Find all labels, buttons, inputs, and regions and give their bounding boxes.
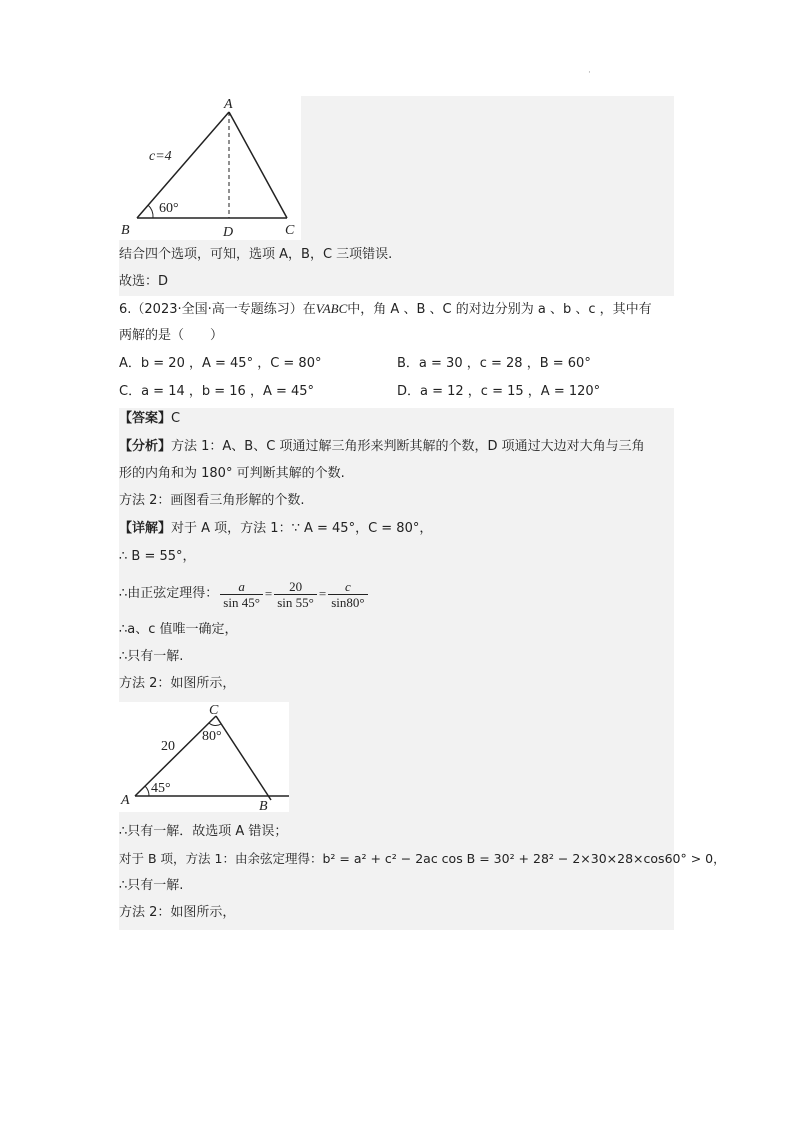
conclusion-line: 结合四个选项，可知，选项 A，B，C 三项错误.: [119, 247, 393, 262]
fig2-label-A: A: [121, 793, 130, 808]
answer-value: C: [171, 411, 181, 426]
shaded-block-top-text: [119, 236, 674, 296]
answer-label: 【答案】: [119, 411, 172, 426]
option-b: B．a = 30 ，c = 28 ，B = 60°: [397, 356, 591, 371]
choice-line: 故选：D: [119, 274, 169, 289]
shaded-block-top: [299, 96, 674, 236]
detail-line-10: 方法 2：如图所示，: [119, 905, 236, 920]
detail-line-8: 对于 B 项，方法 1：由余弦定理得：b² = a² + c² − 2ac cos B = 30² + 28² − 2×30×28×cos60° > 0，: [119, 851, 726, 866]
detail-line-4: ∴a、c 值唯一确定，: [119, 622, 238, 637]
fig1-label-D: D: [223, 225, 234, 240]
question-6-source: 6.（2023·全国·高一专题练习）在: [119, 302, 316, 317]
fraction-20-sin55: $\frac{20}{\sin 55^\circ}$: [274, 579, 317, 610]
figure-triangle-45-80: [119, 702, 289, 812]
question-6-triangle: VABC: [315, 301, 348, 316]
corner-mark: ·: [588, 68, 591, 78]
fraction-a-sin45: $\frac{a}{\sin 45^\circ}$: [220, 579, 263, 610]
detail-line-7: ∴只有一解．故选项 A 错误；: [119, 824, 288, 839]
analysis-line-2: 形的内角和为 180° 可判断其解的个数.: [119, 466, 345, 481]
fig1-label-angle: 60°: [159, 201, 179, 216]
fig1-label-A: A: [224, 97, 233, 112]
fig2-label-C: C: [209, 703, 219, 718]
question-6-line-2: 两解的是（ ）: [119, 328, 224, 343]
shaded-block-answer-right: [289, 702, 674, 812]
fig2-label-angleC: 80°: [202, 729, 222, 744]
question-6-line-1: [119, 300, 652, 319]
analysis-line-3: 方法 2：画图看三角形解的个数.: [119, 493, 305, 508]
detail-line-6: 方法 2：如图所示，: [119, 676, 236, 691]
sine-law-prefix: ∴由正弦定理得：: [119, 586, 219, 601]
figure-triangle-abc: [119, 94, 301, 240]
detail-line-3: ∴由正弦定理得： $\frac{a}{\sin 45^\circ}$ = $\frac{20}{\sin 55^\circ}$ = $\frac{c}{\sin 80^\circ}$: [119, 576, 370, 612]
fig2-label-side: 20: [161, 739, 175, 754]
analysis-label: 【分析】: [119, 439, 172, 454]
detail-line-1: [119, 520, 432, 538]
option-c: C．a = 14 ，b = 16 ，A = 45°: [119, 384, 315, 399]
option-d: D．a = 12 ，c = 15 ，A = 120°: [397, 384, 601, 399]
detail-line-2: ∴ B = 55°，: [119, 549, 196, 564]
fig2-label-B: B: [259, 799, 268, 812]
detail-line-5: ∴只有一解.: [119, 649, 184, 664]
fig2-label-angleA: 45°: [151, 781, 171, 796]
option-a: A．b = 20 ，A = 45° ，C = 80°: [119, 356, 322, 371]
answer-line: [119, 410, 180, 428]
fig1-label-B: B: [121, 223, 130, 238]
fraction-c-sin80: $\frac{c}{\sin 80^\circ}$: [328, 579, 367, 610]
fig1-label-c: c=4: [149, 149, 172, 164]
analysis-text-1: 方法 1：A、B、C 项通过解三角形来判断其解的个数，D 项通过大边对大角与三角: [171, 439, 645, 454]
fig1-label-C: C: [285, 223, 295, 238]
detail-line-9: ∴只有一解.: [119, 878, 184, 893]
question-6-stem: 中，角 A 、B 、C 的对边分别为 a 、b 、c ，其中有: [347, 302, 652, 317]
detail-text-1: 对于 A 项，方法 1：∵ A = 45°，C = 80°，: [171, 521, 433, 536]
analysis-line-1: [119, 438, 645, 456]
detail-label: 【详解】: [119, 521, 172, 536]
